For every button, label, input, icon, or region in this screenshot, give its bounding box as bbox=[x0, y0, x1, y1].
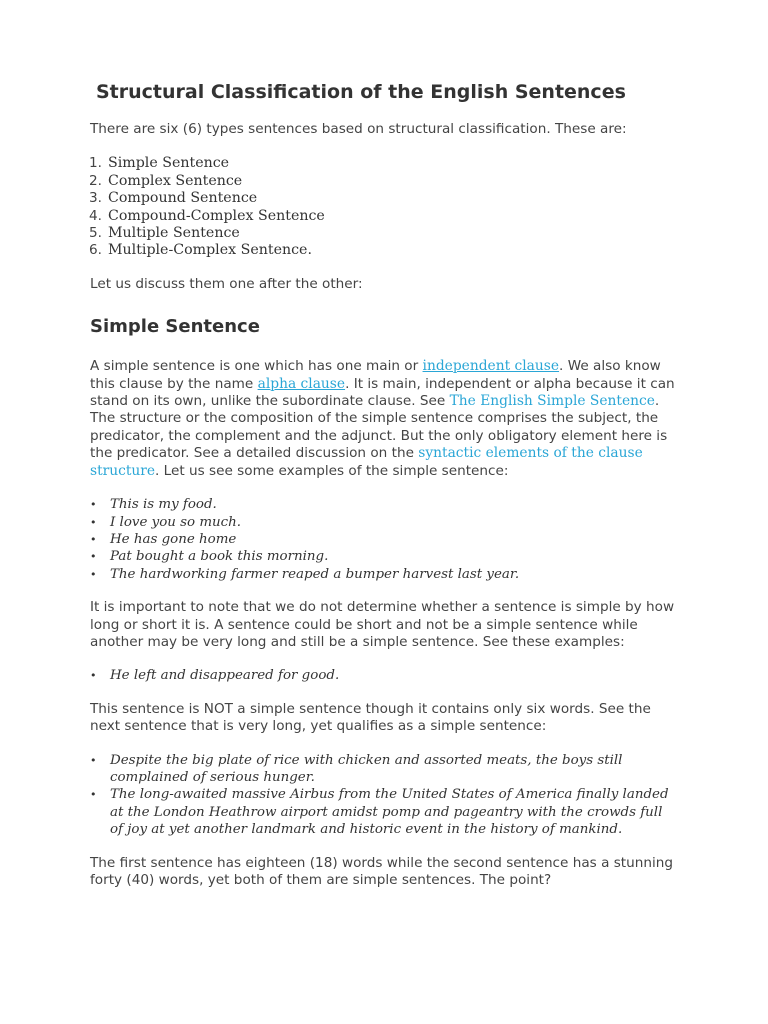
list-item bbox=[89, 207, 678, 225]
list-number: 5. bbox=[89, 225, 102, 242]
independent-clause-link[interactable]: independent clause bbox=[422, 358, 560, 375]
word-count-paragraph: The first sentence has eighteen (18) words while the second sentence has a stunning forty (40) words, yet both of them are simple sentences. The point? bbox=[90, 854, 673, 888]
length-note-paragraph: It is important to note that we do not determine whether a sentence is simple by how long or short it is. A sentence could be short and not be a simple sentence while another may be very long and still be a simple sentence. See these examples: bbox=[90, 599, 675, 650]
bullet: • bbox=[90, 567, 97, 581]
example-text: He left and disappeared for good. bbox=[110, 668, 340, 684]
example-text: The hardworking farmer reaped a bumper harvest last year. bbox=[110, 566, 520, 582]
list-item-label: Simple Sentence bbox=[108, 155, 230, 172]
bullet: • bbox=[90, 669, 97, 683]
bullet: • bbox=[90, 498, 97, 512]
text-run: . The structure or the composition of the simple sentence comprises the subject, the predicator, the complement and the adjunct. But the only obligatory element here is the predicator. See a detailed discussion on the bbox=[90, 393, 668, 462]
list-item bbox=[90, 786, 678, 838]
bullet: • bbox=[90, 532, 97, 546]
section-heading-simple-sentence: Simple Sentence bbox=[90, 316, 260, 338]
list-item bbox=[90, 496, 678, 513]
list-item bbox=[89, 155, 678, 172]
long-examples-list bbox=[90, 752, 678, 839]
discuss-paragraph: Let us discuss them one after the other: bbox=[90, 275, 363, 292]
bullet: • bbox=[90, 753, 97, 767]
bullet: • bbox=[90, 550, 97, 564]
list-number: 2. bbox=[89, 172, 102, 189]
list-item-label: Multiple-Complex Sentence. bbox=[108, 242, 312, 259]
example-text: This is my food. bbox=[110, 497, 217, 513]
text-run: A simple sentence is one which has one main or bbox=[90, 358, 423, 375]
english-simple-sentence-link[interactable]: The English Simple Sentence bbox=[449, 393, 655, 410]
list-item-label: Complex Sentence bbox=[108, 172, 243, 189]
list-item bbox=[89, 242, 678, 259]
alpha-clause-link[interactable]: alpha clause bbox=[257, 375, 346, 392]
list-item bbox=[90, 548, 678, 565]
document-title: Structural Classification of the English Sentences bbox=[96, 81, 626, 103]
bullet: • bbox=[90, 515, 97, 529]
list-item bbox=[89, 172, 678, 190]
text-run: . Let us see some examples of the simple sentence: bbox=[155, 462, 509, 479]
list-item bbox=[90, 566, 678, 583]
simple-examples-list bbox=[90, 496, 678, 583]
example-text: He has gone home bbox=[110, 531, 237, 547]
list-item bbox=[90, 667, 678, 684]
list-item-label: Compound-Complex Sentence bbox=[108, 207, 325, 224]
list-number: 1. bbox=[89, 155, 102, 172]
list-item bbox=[90, 514, 678, 531]
list-number: 3. bbox=[89, 190, 102, 207]
list-number: 4. bbox=[89, 207, 102, 224]
text-run: . It is main, independent or alpha because it can stand on its own, unlike the subordinate clause. See bbox=[90, 375, 675, 410]
list-item-label: Multiple Sentence bbox=[108, 225, 240, 242]
list-item bbox=[90, 752, 678, 787]
sentence-types-list bbox=[90, 155, 678, 259]
intro-paragraph: There are six (6) types sentences based on structural classification. These are: bbox=[90, 121, 627, 137]
not-simple-paragraph: This sentence is NOT a simple sentence though it contains only six words. See the next sentence that is very long, yet qualifies as a simple sentence: bbox=[90, 700, 651, 735]
bullet: • bbox=[90, 788, 97, 802]
syntactic-elements-link[interactable]: syntactic elements of the clause structure bbox=[90, 445, 643, 479]
list-item-label: Compound Sentence bbox=[108, 190, 258, 207]
list-item bbox=[89, 225, 678, 242]
example-text: I love you so much. bbox=[110, 514, 242, 530]
example-text: The long-awaited massive Airbus from the United States of America finally landed at the London Heathrow airport amidst pomp and pageantry with the crowds full of joy at yet another landmark and historic event in the history of mankind. bbox=[110, 787, 669, 838]
text-run: . We also know this clause by the name bbox=[90, 358, 661, 392]
list-item bbox=[89, 190, 678, 207]
list-number: 6. bbox=[89, 242, 102, 259]
example-text: Pat bought a book this morning. bbox=[110, 549, 329, 565]
list-item bbox=[90, 531, 678, 548]
short-example-list bbox=[90, 667, 678, 684]
example-text: Despite the big plate of rice with chicken and assorted meats, the boys still complained of serious hunger. bbox=[110, 752, 623, 785]
simple-sentence-paragraph bbox=[90, 358, 678, 480]
